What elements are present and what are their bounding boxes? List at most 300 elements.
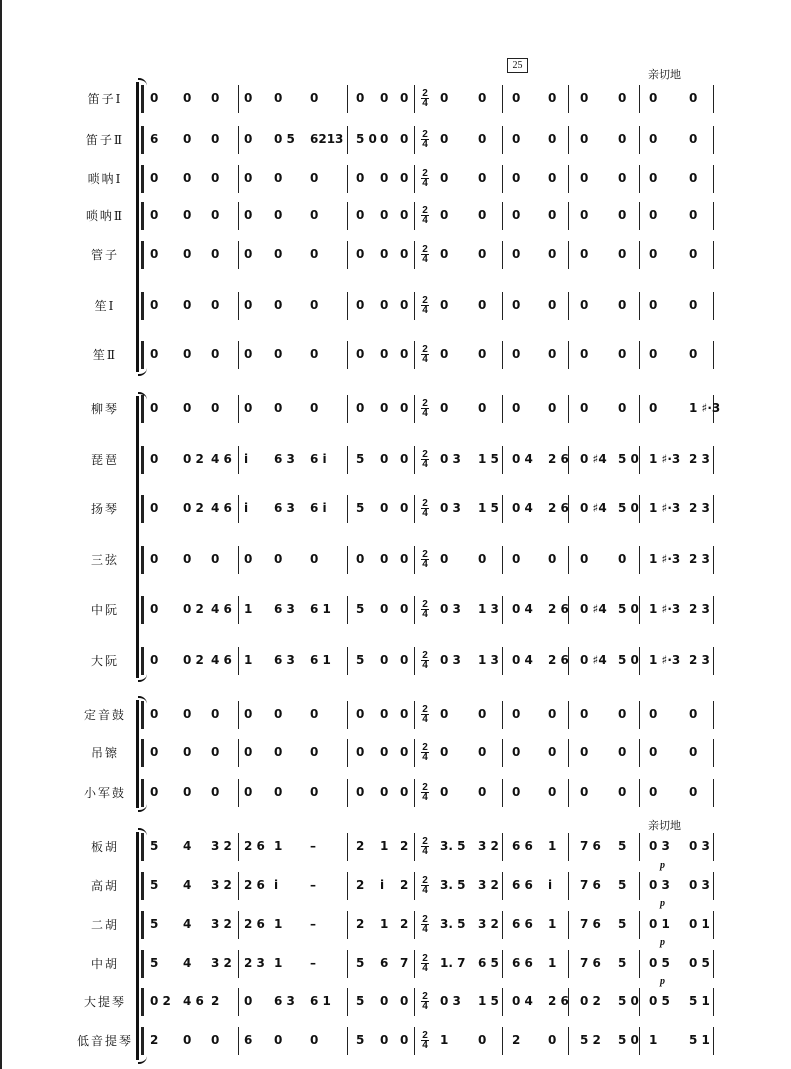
barline — [238, 779, 239, 807]
note-cell: 5 — [618, 956, 627, 970]
time-signature-numerator: 2 — [422, 244, 428, 255]
note-cell: 0 — [400, 132, 409, 146]
note-cell: 0 — [400, 602, 409, 616]
note-cell: 0 — [580, 208, 589, 222]
note-cell: 2 6 — [548, 452, 569, 466]
note-cell: 0 2 — [183, 452, 204, 466]
note-cell: 0 — [244, 247, 253, 261]
note-cell: 0 3 — [649, 839, 670, 853]
note-cell: 6 6 — [512, 878, 533, 892]
note-cell: 0 — [440, 247, 449, 261]
note-cell: 0 — [183, 707, 192, 721]
note-cell: 5 0 — [618, 1033, 639, 1047]
note-cell: 1. 7 — [440, 956, 466, 970]
note-cell: 0 1 — [689, 917, 710, 931]
note-cell: 0 — [512, 91, 521, 105]
note-cell: 0 — [548, 91, 557, 105]
note-cell: 1 ♯·3 — [649, 552, 681, 566]
note-cell: 4 6 — [211, 602, 232, 616]
note-cell: 2 3 — [689, 602, 710, 616]
time-signature-numerator: 2 — [422, 168, 428, 179]
barline — [347, 988, 348, 1016]
note-cell: 0 — [310, 208, 319, 222]
barline — [713, 647, 714, 675]
note-cell: 7 — [400, 956, 409, 970]
barline — [639, 395, 640, 423]
note-cell: 0 4 — [512, 653, 533, 667]
instrument-label: 扬琴 — [90, 502, 119, 516]
note-cell: 0 — [618, 171, 627, 185]
barline — [141, 833, 144, 861]
note-cell: 0 — [400, 1033, 409, 1047]
barline — [568, 1027, 569, 1055]
note-cell: 0 — [356, 785, 365, 799]
barline — [238, 647, 239, 675]
time-signature-numerator: 2 — [422, 88, 428, 99]
note-cell: 0 4 — [512, 602, 533, 616]
barline — [141, 85, 144, 113]
note-cell: 6 3 — [274, 452, 295, 466]
time-signature-numerator: 2 — [422, 875, 428, 886]
note-cell: 0 — [150, 745, 159, 759]
note-cell: 0 — [689, 298, 698, 312]
note-cell: 0 2 — [150, 994, 171, 1008]
time-signature — [421, 837, 429, 856]
time-signature-numerator: 2 — [422, 498, 428, 509]
note-cell: 0 3 — [689, 839, 710, 853]
note-cell: 0 — [150, 347, 159, 361]
note-cell: 0 — [618, 707, 627, 721]
note-cell: 0 — [244, 171, 253, 185]
instrument-label: 二胡 — [90, 918, 119, 932]
barline — [502, 911, 503, 939]
note-cell: 0 — [380, 653, 389, 667]
barline — [568, 872, 569, 900]
barline — [713, 739, 714, 767]
barline — [141, 202, 144, 230]
time-signature-numerator: 2 — [422, 991, 428, 1002]
barline — [347, 739, 348, 767]
barline — [639, 739, 640, 767]
note-cell: 0 4 — [512, 452, 533, 466]
barline — [713, 988, 714, 1016]
note-cell: 0 — [649, 171, 658, 185]
note-cell: 0 — [380, 347, 389, 361]
barline — [238, 872, 239, 900]
note-cell: 0 — [274, 745, 283, 759]
note-cell: 0 — [548, 745, 557, 759]
note-cell: 1 — [440, 1033, 449, 1047]
note-cell: 0 — [211, 785, 220, 799]
barline — [568, 126, 569, 154]
note-cell: 2 — [400, 839, 409, 853]
barline — [414, 647, 415, 675]
instrument-label: 板胡 — [90, 840, 119, 854]
note-cell: 0 — [512, 401, 521, 415]
barline — [639, 779, 640, 807]
note-cell: 0 — [274, 785, 283, 799]
note-cell: 0 — [478, 552, 487, 566]
note-cell: 1 5 — [478, 452, 499, 466]
barline — [713, 833, 714, 861]
note-cell: 1 — [380, 917, 389, 931]
barline — [713, 596, 714, 624]
note-cell: 5 0 — [356, 132, 377, 146]
barline — [141, 126, 144, 154]
note-cell: 0 3 — [649, 878, 670, 892]
note-cell: 0 — [274, 208, 283, 222]
note-cell: 0 — [380, 401, 389, 415]
note-cell: 0 2 — [183, 602, 204, 616]
note-cell: 0 — [548, 1033, 557, 1047]
note-cell: 5 2 — [580, 1033, 601, 1047]
barline — [347, 85, 348, 113]
barline — [502, 1027, 503, 1055]
note-cell: 0 — [183, 785, 192, 799]
instrument-label: 小军鼓 — [83, 786, 126, 800]
time-signature-denominator: 4 — [422, 714, 428, 725]
instrument-label: 笛子Ⅱ — [85, 133, 125, 147]
instrument-label: 吊镲 — [90, 746, 119, 760]
note-cell: 0 — [440, 552, 449, 566]
note-cell: 0 — [512, 171, 521, 185]
rehearsal-mark: 25 — [507, 58, 528, 73]
instrument-label: 定音鼓 — [83, 708, 126, 722]
note-cell: 0 — [548, 785, 557, 799]
note-cell: – — [310, 917, 316, 931]
note-cell: 0 — [183, 171, 192, 185]
note-cell: 0 — [183, 298, 192, 312]
barline — [414, 395, 415, 423]
note-cell: 1 — [548, 956, 557, 970]
barline — [238, 126, 239, 154]
note-cell: 0 — [150, 452, 159, 466]
note-cell: 0 — [478, 171, 487, 185]
note-cell: 0 — [440, 401, 449, 415]
note-cell: 0 — [618, 247, 627, 261]
note-cell: 0 ♯4 — [580, 602, 607, 616]
note-cell: 0 — [649, 132, 658, 146]
note-cell: 1 — [274, 956, 283, 970]
note-cell: 2 6 — [244, 839, 265, 853]
time-signature-numerator: 2 — [422, 599, 428, 610]
note-cell: 0 — [689, 171, 698, 185]
instrument-label: 笛子Ⅰ — [87, 92, 123, 106]
note-cell: 5 — [150, 878, 159, 892]
barline — [502, 446, 503, 474]
barline — [502, 495, 503, 523]
barline — [347, 647, 348, 675]
note-cell: 0 — [618, 347, 627, 361]
note-cell: 4 — [183, 878, 192, 892]
time-signature-denominator: 4 — [422, 508, 428, 519]
note-cell: 3 2 — [211, 878, 232, 892]
note-cell: – — [310, 878, 316, 892]
note-cell: 6213 — [310, 132, 344, 146]
note-cell: 0 — [380, 452, 389, 466]
note-cell: 0 — [356, 247, 365, 261]
note-cell: 0 — [618, 208, 627, 222]
note-cell: 0 — [512, 298, 521, 312]
note-cell: 6 6 — [512, 839, 533, 853]
note-cell: 0 — [512, 347, 521, 361]
barline — [141, 701, 144, 729]
note-cell: 0 — [649, 347, 658, 361]
time-signature-denominator: 4 — [422, 609, 428, 620]
barline — [568, 701, 569, 729]
barline — [414, 701, 415, 729]
time-signature — [421, 245, 429, 264]
note-cell: 0 — [689, 707, 698, 721]
barline — [502, 596, 503, 624]
note-cell: 0 — [478, 247, 487, 261]
barline — [639, 241, 640, 269]
note-cell: 3 2 — [211, 956, 232, 970]
note-cell: 0 — [150, 208, 159, 222]
note-cell: 6 1 — [310, 653, 331, 667]
barline — [238, 395, 239, 423]
barline — [639, 701, 640, 729]
barline — [639, 495, 640, 523]
note-cell: 0 — [512, 552, 521, 566]
note-cell: 1 ♯·3 — [649, 653, 681, 667]
note-cell: 0 — [440, 298, 449, 312]
barline — [502, 988, 503, 1016]
note-cell: 0 — [400, 347, 409, 361]
note-cell: 0 — [618, 552, 627, 566]
note-cell: 1 3 — [478, 602, 499, 616]
note-cell: 0 — [310, 552, 319, 566]
note-cell: 0 — [380, 994, 389, 1008]
barline — [639, 911, 640, 939]
note-cell: 0 — [618, 91, 627, 105]
barline — [347, 202, 348, 230]
time-signature-numerator: 2 — [422, 953, 428, 964]
page-left-edge — [0, 0, 2, 1069]
note-cell: 0 — [274, 91, 283, 105]
barline — [568, 202, 569, 230]
note-cell: 0 — [689, 745, 698, 759]
note-cell: 0 — [211, 298, 220, 312]
instrument-label: 琵琶 — [90, 453, 119, 467]
time-signature — [421, 705, 429, 724]
note-cell: 1 — [274, 839, 283, 853]
note-cell: 5 — [356, 653, 365, 667]
note-cell: 5 — [618, 878, 627, 892]
barline — [347, 495, 348, 523]
barline — [713, 495, 714, 523]
note-cell: 0 — [183, 132, 192, 146]
barline — [502, 546, 503, 574]
time-signature — [421, 169, 429, 188]
barline — [713, 950, 714, 978]
note-cell: 0 — [310, 745, 319, 759]
note-cell: 0 — [211, 401, 220, 415]
note-cell: 6 5 — [478, 956, 499, 970]
note-cell: 5 1 — [689, 994, 710, 1008]
time-signature-denominator: 4 — [422, 792, 428, 803]
note-cell: 5 0 — [618, 653, 639, 667]
note-cell: 0 — [150, 501, 159, 515]
barline — [347, 546, 348, 574]
barline — [414, 911, 415, 939]
barline — [639, 1027, 640, 1055]
time-signature-numerator: 2 — [422, 782, 428, 793]
note-cell: i — [244, 501, 249, 515]
note-cell: 5 — [356, 1033, 365, 1047]
note-cell: 5 1 — [689, 1033, 710, 1047]
note-cell: 0 — [211, 707, 220, 721]
instrument-label: 管子 — [90, 248, 119, 262]
note-cell: 0 — [380, 247, 389, 261]
instrument-label: 中胡 — [90, 957, 119, 971]
note-cell: 7 6 — [580, 839, 601, 853]
note-cell: 2 — [400, 917, 409, 931]
note-cell: 0 — [400, 552, 409, 566]
barline — [141, 596, 144, 624]
note-cell: 2 3 — [689, 501, 710, 515]
note-cell: 0 — [274, 298, 283, 312]
barline — [713, 292, 714, 320]
note-cell: 0 — [512, 247, 521, 261]
note-cell: 0 — [649, 247, 658, 261]
barline — [141, 950, 144, 978]
barline — [141, 341, 144, 369]
bracket-bowed — [136, 832, 145, 1060]
note-cell: 4 6 — [211, 653, 232, 667]
note-cell: 0 — [689, 208, 698, 222]
note-cell: 0 — [580, 132, 589, 146]
time-signature-numerator: 2 — [422, 344, 428, 355]
instrument-label: 唢呐Ⅰ — [87, 172, 123, 186]
barline — [568, 911, 569, 939]
note-cell: 0 — [380, 707, 389, 721]
barline — [568, 950, 569, 978]
time-signature — [421, 450, 429, 469]
note-cell: 1 — [380, 839, 389, 853]
note-cell: 4 6 — [211, 452, 232, 466]
note-cell: 0 — [440, 208, 449, 222]
note-cell: 0 ♯4 — [580, 452, 607, 466]
time-signature — [421, 783, 429, 802]
note-cell: – — [310, 956, 316, 970]
note-cell: 0 — [548, 208, 557, 222]
barline — [141, 292, 144, 320]
time-signature — [421, 876, 429, 895]
note-cell: 0 2 — [183, 501, 204, 515]
note-cell: 6 3 — [274, 994, 295, 1008]
barline — [502, 950, 503, 978]
note-cell: 2 — [512, 1033, 521, 1047]
barline — [502, 341, 503, 369]
barline — [713, 202, 714, 230]
note-cell: 0 — [649, 785, 658, 799]
note-cell: 6 — [244, 1033, 253, 1047]
barline — [414, 292, 415, 320]
note-cell: 1 — [244, 602, 253, 616]
note-cell: 2 3 — [689, 653, 710, 667]
barline — [238, 701, 239, 729]
barline — [568, 395, 569, 423]
time-signature-denominator: 4 — [422, 660, 428, 671]
time-signature-numerator: 2 — [422, 1030, 428, 1041]
barline — [347, 292, 348, 320]
barline — [414, 495, 415, 523]
note-cell: 3 2 — [478, 839, 499, 853]
barline — [502, 202, 503, 230]
note-cell: 0 — [478, 347, 487, 361]
time-signature-denominator: 4 — [422, 559, 428, 570]
time-signature-numerator: 2 — [422, 129, 428, 140]
barline — [414, 779, 415, 807]
expression-marking: 亲切地 — [648, 68, 681, 81]
note-cell: 3. 5 — [440, 839, 466, 853]
note-cell: 3. 5 — [440, 878, 466, 892]
note-cell: 2 6 — [548, 994, 569, 1008]
note-cell: 0 — [478, 298, 487, 312]
barline — [502, 241, 503, 269]
note-cell: 0 — [478, 707, 487, 721]
barline — [568, 341, 569, 369]
barline — [238, 241, 239, 269]
note-cell: 2 — [356, 878, 365, 892]
barline — [713, 872, 714, 900]
note-cell: 6 1 — [310, 994, 331, 1008]
note-cell: 0 — [244, 208, 253, 222]
barline — [238, 341, 239, 369]
note-cell: 0 — [150, 653, 159, 667]
barline — [414, 872, 415, 900]
note-cell: 0 — [548, 132, 557, 146]
barline — [713, 446, 714, 474]
barline — [639, 833, 640, 861]
note-cell: 0 5 — [689, 956, 710, 970]
note-cell: 0 — [512, 208, 521, 222]
barline — [414, 739, 415, 767]
note-cell: 0 — [649, 707, 658, 721]
note-cell: 0 — [310, 707, 319, 721]
barline — [713, 165, 714, 193]
note-cell: 0 — [548, 552, 557, 566]
note-cell: 0 — [211, 91, 220, 105]
note-cell: 0 — [244, 552, 253, 566]
note-cell: 0 — [211, 247, 220, 261]
note-cell: 2 3 — [689, 552, 710, 566]
time-signature — [421, 296, 429, 315]
note-cell: 0 — [310, 247, 319, 261]
note-cell: 0 — [244, 994, 253, 1008]
note-cell: 0 — [548, 401, 557, 415]
note-cell: 0 — [548, 707, 557, 721]
note-cell: 0 — [512, 745, 521, 759]
time-signature-denominator: 4 — [422, 1001, 428, 1012]
barline — [238, 165, 239, 193]
barline — [347, 446, 348, 474]
note-cell: 0 — [400, 452, 409, 466]
time-signature-numerator: 2 — [422, 742, 428, 753]
barline — [141, 739, 144, 767]
barline — [238, 546, 239, 574]
note-cell: 0 — [150, 401, 159, 415]
note-cell: 0 — [580, 552, 589, 566]
note-cell: 1 — [548, 917, 557, 931]
note-cell: 2 3 — [244, 956, 265, 970]
barline — [414, 85, 415, 113]
barline — [141, 495, 144, 523]
note-cell: 0 — [356, 401, 365, 415]
barline — [141, 647, 144, 675]
dynamic-mark: p — [660, 898, 665, 909]
